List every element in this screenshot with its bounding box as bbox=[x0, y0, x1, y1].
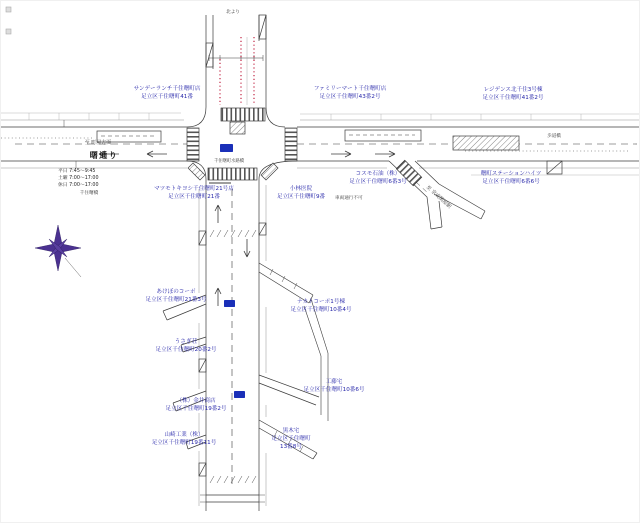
building-label bbox=[271, 427, 310, 451]
road-name-sign bbox=[90, 150, 119, 162]
building-name: （株）金井商店 bbox=[176, 398, 216, 404]
building-label bbox=[155, 338, 216, 354]
waterway-bridge-text: 千住曙町水路橋 bbox=[213, 159, 245, 164]
ui-artifact-icons bbox=[6, 7, 11, 34]
building-label bbox=[152, 431, 217, 447]
north-note-text: 北より bbox=[226, 10, 240, 15]
building-address: 足立区千住曙町10番6号 bbox=[303, 387, 365, 394]
building-name: あけぼのコーポ bbox=[156, 289, 196, 295]
corner-island-se bbox=[261, 163, 278, 180]
schedule-holiday: 休日 7:00～17:00 bbox=[58, 183, 99, 189]
waterway-bridge-label bbox=[214, 159, 244, 165]
building-address: 足立区千住曙町9番 bbox=[276, 194, 326, 201]
south-road bbox=[163, 161, 328, 511]
building-name: うさぎ荘 bbox=[174, 339, 198, 345]
lane-marking-box-east bbox=[345, 130, 421, 141]
building-label bbox=[314, 85, 387, 101]
lane-arrows-south bbox=[215, 205, 250, 306]
crosswalk-north bbox=[221, 108, 265, 121]
building-name: レジデンス北千住3号棟 bbox=[483, 87, 543, 93]
direction-west-label bbox=[85, 140, 112, 147]
no-vehicles-text: 車両通行不可 bbox=[335, 196, 363, 201]
schedule-saturday: 土曜 7:00～17:00 bbox=[58, 176, 99, 182]
building-address: 足立区千住曙町21番 bbox=[168, 194, 220, 201]
crosswalk-west bbox=[187, 128, 199, 161]
building-address: 足立区千住曙町41番 bbox=[141, 94, 193, 101]
lane-arrows bbox=[99, 151, 395, 157]
building-address: 足立区千住曙町19番11号 bbox=[151, 440, 217, 447]
building-label bbox=[303, 378, 364, 394]
footbridge-label bbox=[547, 134, 561, 141]
time-restriction-table bbox=[58, 168, 99, 190]
north-road bbox=[187, 15, 285, 134]
compass-rose bbox=[35, 225, 81, 277]
building-label bbox=[277, 185, 325, 201]
north-note-label bbox=[226, 10, 240, 17]
building-label bbox=[481, 170, 542, 186]
crosswalk-south bbox=[208, 168, 257, 180]
route-sign-center bbox=[220, 144, 233, 152]
building-label bbox=[349, 170, 406, 186]
building-name: ナカトコーポ1号棟 bbox=[297, 299, 345, 305]
building-name: コスモ石油（株） bbox=[355, 171, 401, 177]
direction-west-text: 至 町屋方面 bbox=[84, 140, 112, 146]
building-address: 足立区千住曙町6番6号 bbox=[482, 179, 540, 186]
building-name: 黒木宅 bbox=[282, 428, 300, 434]
building-address: 足立区千住曙町20番2号 bbox=[155, 347, 217, 354]
no-vehicles-label bbox=[335, 196, 363, 203]
footbridge-text: 歩道橋 bbox=[547, 134, 561, 139]
building-address: 足立区千住曙町19番2号 bbox=[165, 406, 227, 413]
building-label bbox=[165, 397, 226, 413]
building-name: サンデーランチ千住曙町店 bbox=[133, 86, 201, 92]
crosswalk-east bbox=[285, 128, 297, 161]
building-label bbox=[290, 298, 351, 314]
building-address: 足立区千住曙町 bbox=[271, 436, 311, 443]
schedule-weekday: 平日 7:45～9:45 bbox=[58, 169, 96, 174]
bridge-name-text: 千住曙橋 bbox=[79, 191, 99, 196]
route-sign-south-2 bbox=[234, 391, 245, 398]
building-address: 足立区千住曙町43番2号 bbox=[319, 94, 381, 101]
building-name: 小林医院 bbox=[289, 186, 313, 192]
building-name: 曙町ステーションハイツ bbox=[480, 171, 542, 177]
road-name-text: 曙通り bbox=[89, 151, 119, 160]
direction-southeast-text: 至 京成関屋駅 bbox=[424, 184, 453, 210]
building-name: 工藤宅 bbox=[325, 379, 343, 385]
corner-island-sw bbox=[188, 163, 205, 180]
building-label bbox=[134, 85, 201, 101]
tick-rows bbox=[210, 230, 256, 483]
traffic-island-hatch bbox=[230, 122, 245, 134]
map-drawing bbox=[1, 1, 640, 523]
work-zone-red-dashes bbox=[220, 37, 254, 105]
channelizing-hatch-zone bbox=[453, 136, 519, 150]
building-address: 足立区千住曙町10番4号 bbox=[290, 307, 352, 314]
building-label bbox=[154, 185, 234, 201]
building-address: 足立区千住曙町6番3号 bbox=[349, 179, 407, 186]
building-address2: 13番8号 bbox=[280, 444, 302, 451]
building-label bbox=[145, 288, 206, 304]
route-sign-south-1 bbox=[224, 300, 235, 307]
building-address: 足立区千住曙町41番2号 bbox=[482, 95, 544, 102]
building-label bbox=[482, 86, 543, 102]
building-name: 山崎工業（株） bbox=[164, 432, 204, 438]
bridge-joint bbox=[200, 495, 265, 502]
building-address: 足立区千住曙町21番3号 bbox=[145, 297, 207, 304]
building-name: ファミリーマート千住曙町店 bbox=[313, 86, 387, 92]
dimension-line bbox=[209, 55, 263, 61]
bridge-name-label bbox=[80, 191, 98, 198]
building-name: マツモトキヨシ千住曙町21号店 bbox=[154, 186, 234, 192]
